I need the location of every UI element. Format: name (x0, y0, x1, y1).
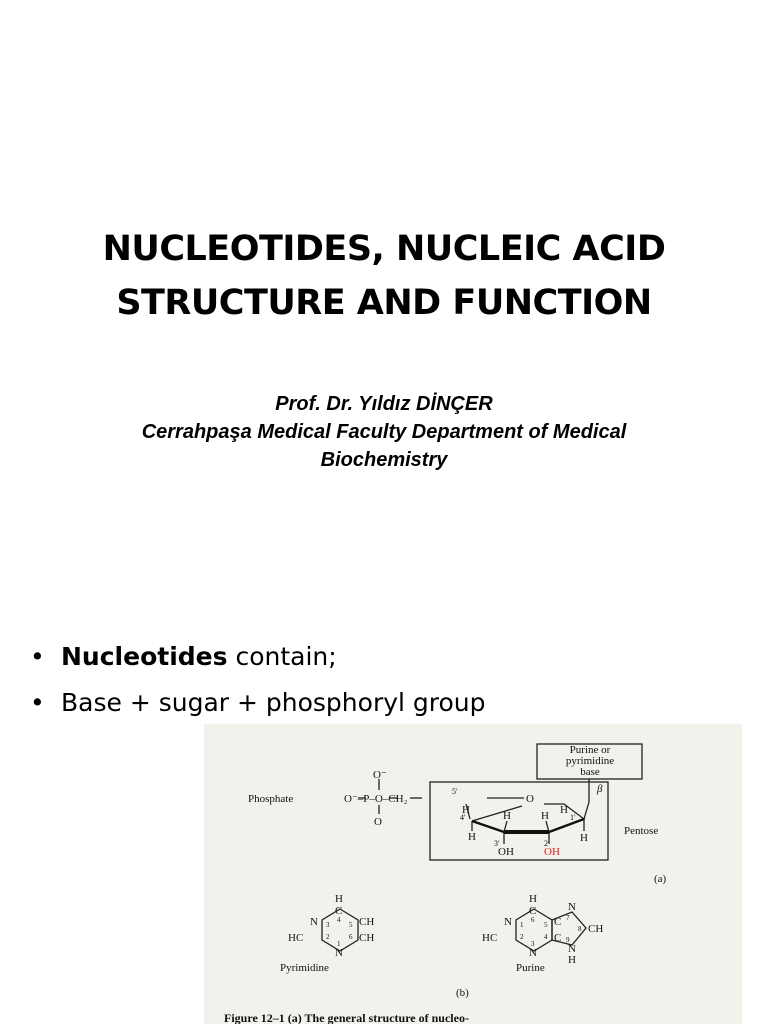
pyrimidine-label: Pyrimidine (280, 962, 329, 974)
bullet-item: • Nucleotides contain; (30, 642, 337, 671)
svg-text:N: N (568, 943, 576, 955)
svg-text:3: 3 (326, 921, 330, 929)
svg-text:C: C (554, 916, 562, 928)
svg-text:9: 9 (566, 936, 570, 944)
beta-label: β (597, 783, 603, 795)
title-line-1: NUCLEOTIDES, NUCLEIC ACID (102, 229, 666, 269)
svg-text:C: C (335, 905, 343, 917)
title-line-2: STRUCTURE AND FUNCTION (116, 283, 652, 323)
phosphate-o-bottom: O (374, 816, 382, 828)
bullet-bold-term: Nucleotides (61, 642, 228, 671)
purine-label: Purine (516, 962, 545, 974)
svg-text:CH: CH (359, 916, 375, 928)
position-1-label: 1′ (570, 813, 576, 822)
base-box-line-1: Purine or (569, 744, 611, 756)
position-3-label: 3′ (494, 839, 500, 848)
svg-text:1: 1 (520, 921, 524, 929)
svg-text:N: N (310, 916, 318, 928)
ring-h-label: H (462, 804, 470, 816)
position-4-label: 4′ (460, 813, 466, 822)
bullet-text: contain; (227, 642, 337, 671)
svg-text:CH: CH (359, 932, 375, 944)
svg-text:4: 4 (337, 916, 341, 924)
svg-text:6: 6 (531, 916, 535, 924)
svg-text:N: N (504, 916, 512, 928)
svg-text:H: H (335, 893, 343, 905)
svg-text:5: 5 (349, 921, 353, 929)
pyrimidine-structure (288, 893, 374, 959)
slide-title (0, 222, 768, 330)
base-box-line-2: pyrimidine (565, 755, 615, 767)
position-2-label: 2′ (544, 839, 550, 848)
content-slide (0, 576, 768, 1024)
author-name: Prof. Dr. Yıldız DİNÇER (275, 393, 493, 415)
svg-text:3: 3 (531, 940, 535, 948)
svg-text:HC: HC (288, 932, 304, 944)
nucleotide-diagram (204, 724, 742, 1024)
phosphate-o-top: O⁻ (373, 769, 387, 781)
svg-text:7: 7 (566, 914, 570, 922)
svg-text:4: 4 (544, 933, 548, 941)
svg-text:C: C (554, 932, 562, 944)
svg-text:HC: HC (482, 932, 498, 944)
hydroxyl-3-label: OH (498, 846, 514, 858)
phosphate-group: O⁻–P–O–CH₂ (344, 793, 408, 805)
ring-h-label: H (468, 831, 476, 843)
ring-oxygen: O (526, 793, 534, 805)
svg-text:H: H (529, 893, 537, 905)
affiliation-line-2: Biochemistry (320, 449, 448, 471)
bullet-item: • Base + sugar + phosphoryl group (30, 688, 486, 717)
position-5-label: 5′ (452, 787, 458, 796)
svg-text:2: 2 (520, 933, 524, 941)
bullet-list (30, 634, 486, 726)
svg-text:H: H (568, 954, 576, 966)
ring-h-label: H (503, 810, 511, 822)
svg-text:6: 6 (349, 933, 353, 941)
hydroxyl-2-label: OH (544, 846, 560, 858)
svg-text:8: 8 (578, 925, 582, 933)
svg-text:2: 2 (326, 933, 330, 941)
purine-structure (482, 893, 603, 966)
pentose-label: Pentose (624, 825, 659, 837)
panel-b-label: (b) (456, 987, 469, 999)
panel-a-label: (a) (654, 873, 667, 885)
svg-text:5: 5 (544, 921, 548, 929)
figure-caption: Figure 12–1 (a) The general structure of nucleo- (224, 1011, 469, 1024)
ring-h-label: H (580, 832, 588, 844)
nucleotide-structure-figure (204, 724, 742, 1024)
svg-text:CH: CH (588, 923, 604, 935)
svg-text:N: N (335, 947, 343, 959)
svg-text:N: N (529, 947, 537, 959)
svg-text:C: C (529, 905, 537, 917)
affiliation-line-1: Cerrahpaşa Medical Faculty Department of Medical (141, 421, 627, 443)
slide-subtitle (0, 390, 768, 474)
svg-text:N: N (568, 901, 576, 913)
base-box-line-3: base (580, 766, 600, 778)
bullet-text: Base + sugar + phosphoryl group (61, 688, 486, 717)
ring-h-label: H (560, 804, 568, 816)
svg-text:1: 1 (337, 940, 341, 948)
ring-h-label: H (541, 810, 549, 822)
phosphate-label: Phosphate (248, 793, 294, 805)
